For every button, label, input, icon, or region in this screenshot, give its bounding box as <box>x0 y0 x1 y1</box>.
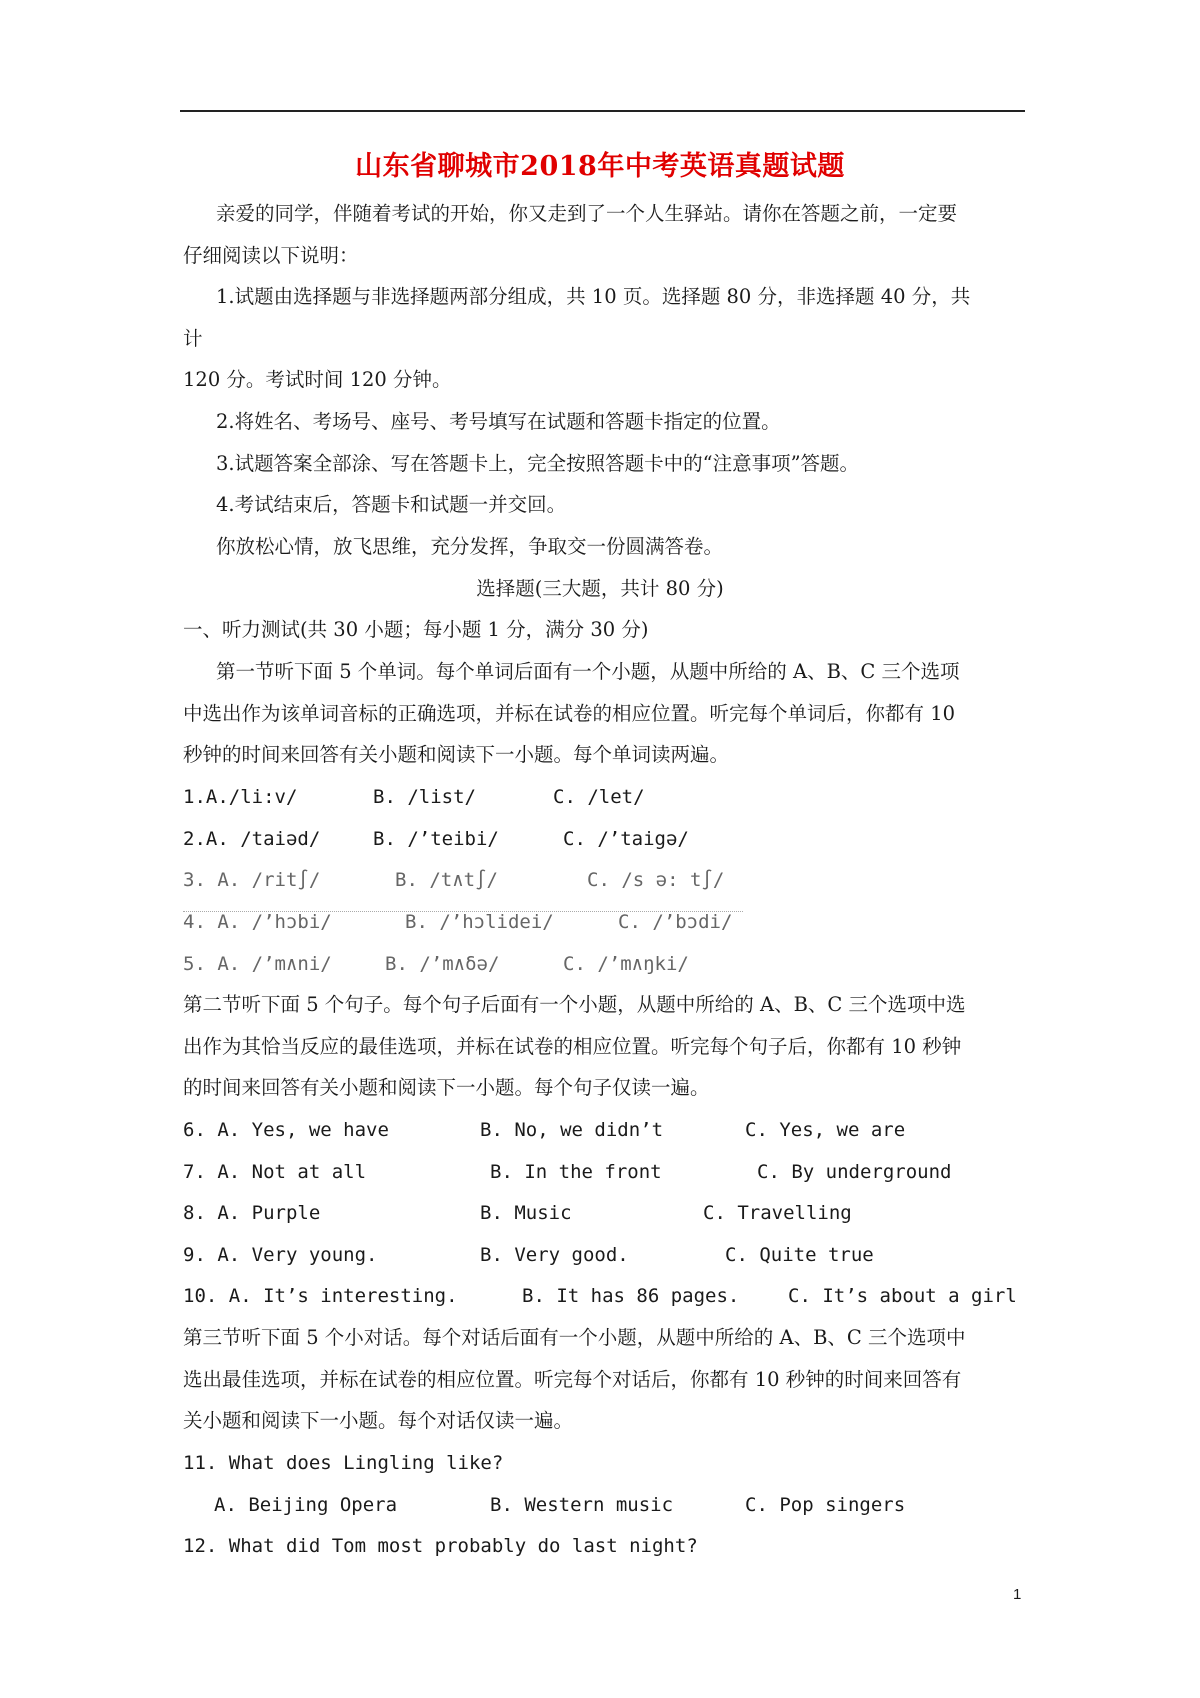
q7-option-b: B. In the front <box>490 1161 662 1183</box>
instruction-2: 2.将姓名、考场号、座号、考号填写在试题和答题卡指定的位置。 <box>216 410 781 433</box>
q7-option-c: C. By underground <box>757 1161 952 1183</box>
section1-instruction-2: 中选出作为该单词音标的正确选项，并标在试卷的相应位置。听完每个单词后，你都有 10 <box>183 702 956 725</box>
q5-option-a: 5. A. /’m∧ni/ <box>183 953 332 975</box>
q8-option-c: C. Travelling <box>703 1202 852 1224</box>
part1-heading: 一、听力测试(共 30 小题；每小题 1 分，满分 30 分) <box>183 618 649 641</box>
section2-instruction-1: 第二节听下面 5 个句子。每个句子后面有一个小题，从题中所给的 A、B、C 三个选项中选 <box>183 993 966 1016</box>
intro-line-1: 亲爱的同学，伴随着考试的开始，你又走到了一个人生驿站。请你在答题之前，一定要 <box>216 202 958 225</box>
intro-closing: 你放松心情，放飞思维，充分发挥，争取交一份圆满答卷。 <box>216 535 724 558</box>
q4-option-a: 4. A. /’hɔbi/ <box>183 911 332 933</box>
instruction-4: 4.考试结束后，答题卡和试题一并交回。 <box>216 493 567 516</box>
q3-option-a: 3. A. /rit∫/ <box>183 869 321 891</box>
page-title: 山东省聊城市2018年中考英语真题试题 <box>355 151 845 182</box>
q4-option-b: B. /’hɔlidei/ <box>405 911 554 933</box>
instruction-1a: 1.试题由选择题与非选择题两部分组成，共 10 页。选择题 80 分，非选择题 40 分，共 <box>216 285 971 308</box>
q11-option-b: B. Western music <box>490 1494 674 1516</box>
q6-option-a: 6. A. Yes, we have <box>183 1119 389 1141</box>
q11-stem: 11. What does Lingling like? <box>183 1452 504 1474</box>
section-heading: 选择题(三大题，共计 80 分) <box>476 577 724 600</box>
q2-option-c: C. /’taigə/ <box>563 828 689 850</box>
q8-option-b: B. Music <box>480 1202 572 1224</box>
q8-option-a: 8. A. Purple <box>183 1202 321 1224</box>
section3-instruction-2: 选出最佳选项，并标在试卷的相应位置。听完每个对话后，你都有 10 秒钟的时间来回答有 <box>183 1368 962 1391</box>
q12-stem: 12. What did Tom most probably do last night? <box>183 1535 698 1557</box>
q9-option-a: 9. A. Very young. <box>183 1244 378 1266</box>
section2-instruction-3: 的时间来回答有关小题和阅读下一小题。每个句子仅读一遍。 <box>183 1076 710 1099</box>
q9-option-c: C. Quite true <box>725 1244 874 1266</box>
q11-option-c: C. Pop singers <box>745 1494 906 1516</box>
q10-option-c: C. It’s about a girl <box>788 1285 1017 1307</box>
section1-instruction-1: 第一节听下面 5 个单词。每个单词后面有一个小题，从题中所给的 A、B、C 三个选项 <box>216 660 960 683</box>
section3-instruction-1: 第三节听下面 5 个小对话。每个对话后面有一个小题，从题中所给的 A、B、C 三个选项中 <box>183 1326 966 1349</box>
q6-option-b: B. No, we didn’t <box>480 1119 664 1141</box>
q3-option-b: B. /t∧t∫/ <box>395 869 498 891</box>
intro-line-2: 仔细阅读以下说明： <box>183 244 359 267</box>
q9-option-b: B. Very good. <box>480 1244 629 1266</box>
section1-instruction-3: 秒钟的时间来回答有关小题和阅读下一小题。每个单词读两遍。 <box>183 743 730 766</box>
q4-option-c: C. /’bɔdi/ <box>618 911 733 933</box>
q2-option-b: B. /’teibi/ <box>373 828 499 850</box>
q6-option-c: C. Yes, we are <box>745 1119 906 1141</box>
q1-option-a: 1.A./li:v/ <box>183 786 298 808</box>
q2-option-a: 2.A. /taiəd/ <box>183 828 321 850</box>
section2-instruction-2: 出作为其恰当反应的最佳选项，并标在试卷的相应位置。听完每个句子后，你都有 10 秒钟 <box>183 1035 962 1058</box>
q7-option-a: 7. A. Not at all <box>183 1161 367 1183</box>
q5-option-c: C. /’m∧ŋki/ <box>563 953 689 975</box>
q5-option-b: B. /’m∧δə/ <box>385 953 500 975</box>
q10-option-b: B. It has 86 pages. <box>522 1285 740 1307</box>
instruction-1b: 计 <box>183 327 203 350</box>
header-rule <box>180 110 1025 112</box>
instruction-1c: 120 分。考试时间 120 分钟。 <box>183 368 452 391</box>
q11-option-a: A. Beijing Opera <box>214 1494 398 1516</box>
q1-option-c: C. /let/ <box>553 786 645 808</box>
section3-instruction-3: 关小题和阅读下一小题。每个对话仅读一遍。 <box>183 1409 574 1432</box>
q3-option-c: C. /s ə: t∫/ <box>587 869 725 891</box>
q10-option-a: 10. A. It’s interesting. <box>183 1285 458 1307</box>
q1-option-b: B. /list/ <box>373 786 476 808</box>
page-number: 1 <box>1013 1586 1022 1603</box>
instruction-3: 3.试题答案全部涂、写在答题卡上，完全按照答题卡中的“注意事项”答题。 <box>216 452 860 475</box>
